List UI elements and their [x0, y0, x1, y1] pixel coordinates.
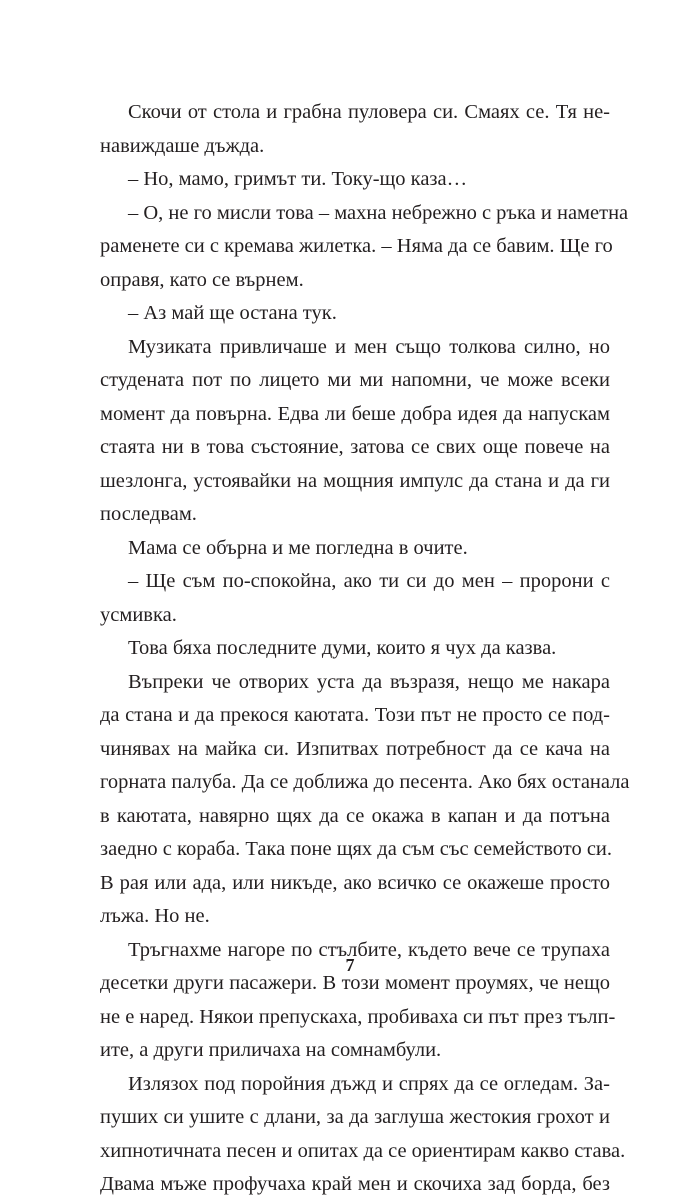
text-line: горната палуба. Да се доближа до песента. Ако бях останала — [100, 771, 630, 793]
text-line: Тръгнахме нагоре по стълбите, където вече се трупаха — [128, 938, 610, 961]
text-line: навиждаше дъжда. — [100, 134, 265, 157]
text-line: Мама се обърна и ме погледна в очите. — [128, 536, 468, 559]
text-line: Въпреки че отворих уста да възразя, нещо ме накара — [128, 670, 610, 693]
text-line: стаята ни в това състояние, затова се свих още повече на — [100, 436, 610, 458]
text-line: последвам. — [100, 503, 197, 525]
text-line: усмивка. — [100, 603, 177, 626]
text-line: – Аз май ще остана тук. — [128, 302, 337, 324]
text-line: десетки други пасажери. В този момент проумях, че нещо — [100, 972, 610, 994]
text-line: Това бяха последните думи, които я чух да казва. — [128, 637, 557, 659]
text-line: да стана и да прекося каютата. Този път не просто се под- — [100, 704, 610, 726]
text-line: ите, а други приличаха на сомнамбули. — [100, 1039, 442, 1061]
text-line: Двама мъже профучаха край мен и скочиха зад борда, без — [100, 1173, 610, 1195]
text-line: пуших си ушите с длани, за да заглуша жестокия грохот и — [100, 1106, 610, 1128]
page-number: 7 — [345, 955, 355, 975]
text-line: оправя, като се върнем. — [100, 268, 304, 291]
text-line: В рая или ада, или никъде, ако всичко се окажеше просто — [100, 871, 610, 894]
text-line: не е наред. Някои препускаха, пробиваха си път през тълп- — [100, 1005, 616, 1028]
text-line: лъжа. Но не. — [100, 905, 210, 927]
text-line: – Но, мамо, гримът ти. Току-що каза… — [128, 168, 468, 190]
text-line: студената пот по лицето ми ми напомни, че може всеки — [100, 369, 610, 391]
text-line: момент да повърна. Едва ли беше добра идея да напускам — [100, 402, 610, 425]
text-line: – О, не го мисли това – махна небрежно с ръка и наметна — [128, 201, 629, 224]
text-line: хипнотичната песен и опитах да се ориентирам какво става. — [100, 1139, 626, 1162]
body-text — [100, 96, 630, 1202]
text-line: раменете си с кремава жилетка. – Няма да се бавим. Ще го — [100, 235, 613, 257]
text-line: Музиката привличаше и мен също толкова силно, но — [128, 335, 610, 358]
text-line: в каютата, навярно щях да се окажа в капан и да потъна — [100, 804, 610, 827]
text-line: – Ще съм по-спокойна, ако ти си до мен – пророни с — [128, 570, 610, 592]
text-line: чинявах на майка си. Изпитвах потребност да се кача на — [100, 737, 610, 760]
text-line: Излязох под поройния дъжд и спрях да се огледам. За- — [128, 1072, 610, 1095]
text-line: заедно с кораба. Така поне щях да съм със семейството си. — [100, 838, 613, 860]
text-line: Скочи от стола и грабна пуловера си. Смаях се. Тя не- — [128, 101, 610, 123]
text-line: шезлонга, устоявайки на мощния импулс да стана и да ги — [100, 469, 610, 492]
